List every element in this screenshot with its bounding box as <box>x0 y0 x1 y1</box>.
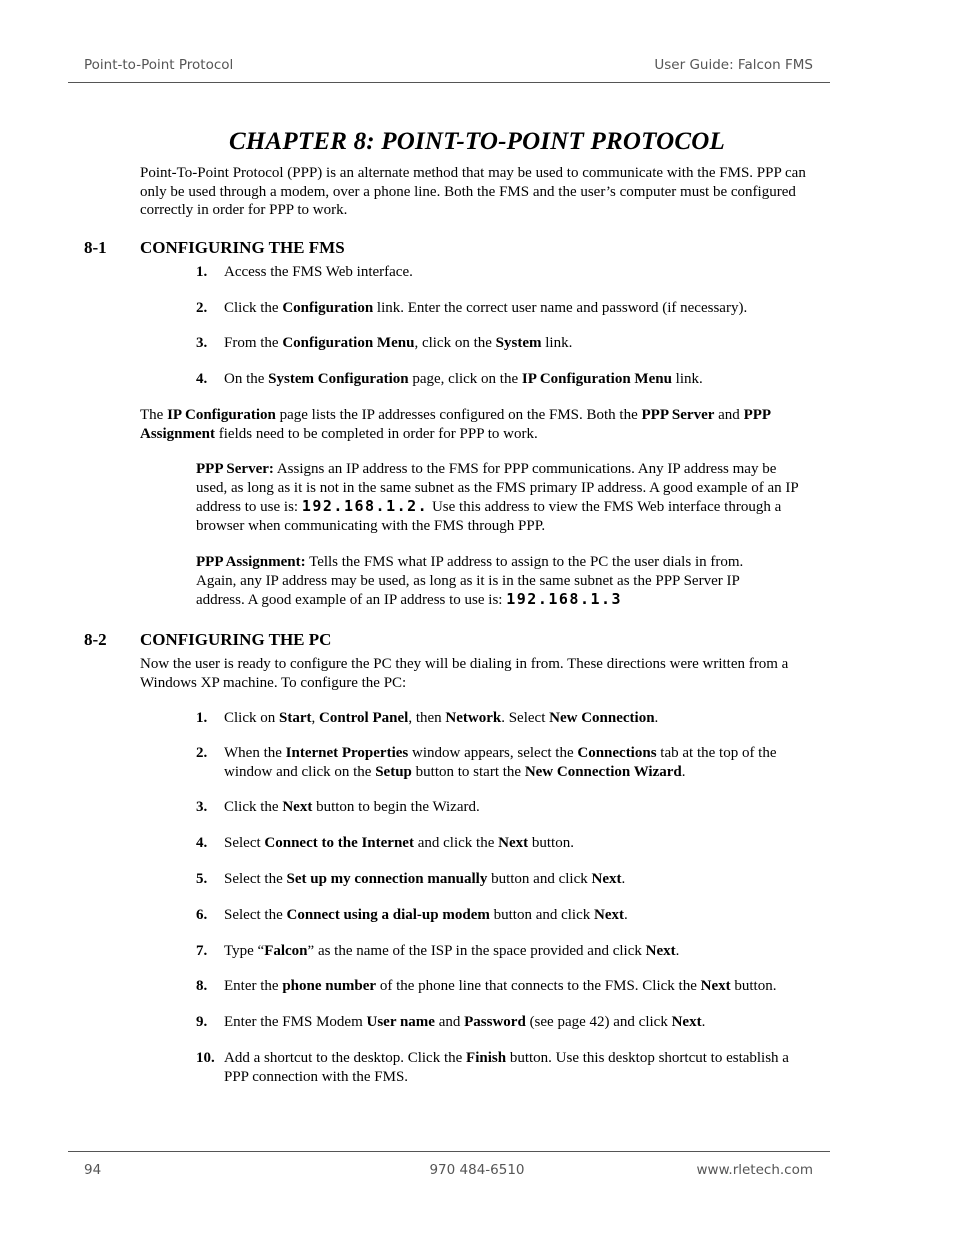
text-run: button to begin the Wizard. <box>312 799 480 815</box>
step-number: 1. <box>196 264 208 280</box>
text-run: Tells the FMS what IP address to assign to the PC the user dials in from. Again, any IP address may be used, as long as it is in the same subnet as the PPP Server IP address. A good example of an IP address to use is: <box>196 554 744 608</box>
step-number: 1. <box>196 710 208 726</box>
text-run: button to start the <box>411 763 525 780</box>
bold-term: Password <box>464 1014 526 1030</box>
step-number: 9. <box>196 1014 208 1030</box>
bold-term: Next <box>591 871 622 887</box>
text-run: , <box>311 710 319 726</box>
bold-term: Next <box>282 799 313 815</box>
step-number: 2. <box>196 300 208 316</box>
running-header-right: User Guide: Falcon FMS <box>654 57 813 73</box>
bold-term: Connect to the Internet <box>264 835 414 851</box>
text-run: link. <box>541 335 573 351</box>
text-run: . <box>701 1014 706 1030</box>
text-run: Select the <box>224 907 287 923</box>
text-run: Assigns an IP address to the FMS for PPP communications. Any IP address may be used, as long as it is not in the same subnet as the FMS primary IP address. A good example of an IP address to use is: <box>196 461 799 515</box>
step-text <box>224 1049 816 1086</box>
step-number: 5. <box>196 871 208 887</box>
step-text <box>224 977 816 996</box>
bold-term: Configuration <box>282 300 374 316</box>
bold-term: System <box>495 335 542 351</box>
section-title: CONFIGURING THE PC <box>140 630 332 649</box>
text-run: . <box>624 907 628 923</box>
text-run: On the <box>224 371 269 387</box>
text-run: . <box>681 763 686 780</box>
header-rule <box>68 82 830 83</box>
step-number: 6. <box>196 907 208 923</box>
bold-term: Next <box>498 835 529 851</box>
text-run: page, click on the <box>408 371 522 387</box>
bold-term: Set up my connection manually <box>286 871 488 887</box>
text-run: Click on <box>224 710 279 726</box>
step-text <box>224 709 816 728</box>
step-text <box>224 834 816 853</box>
ppp-server-paragraph <box>196 460 810 535</box>
text-run: Select the <box>224 871 287 887</box>
step-number: 3. <box>196 799 208 815</box>
text-run: The <box>140 407 168 423</box>
bold-term: Control Panel <box>319 710 409 726</box>
footer-phone: 970 484-6510 <box>429 1162 525 1178</box>
chapter-title: CHAPTER 8: POINT-TO-POINT PROTOCOL <box>229 128 725 155</box>
text-run: button and click <box>489 907 595 923</box>
section2-intro: Now the user is ready to configure the PC they will be dialing in from. These directions were written from a Windows XP machine. To configure the PC: <box>140 656 789 691</box>
text-run: button. Use this desktop shortcut to establish a PPP connection with the FMS. <box>224 1050 789 1085</box>
bold-term: Network <box>445 710 502 726</box>
text-run: button. <box>730 978 777 994</box>
bold-term: Connections <box>577 745 657 761</box>
bold-term: Connect using a dial-up modem <box>286 907 490 923</box>
text-run: , then <box>408 710 446 726</box>
step-number: 3. <box>196 335 208 351</box>
bold-term: New Connection Wizard <box>524 763 682 780</box>
bold-term: Start <box>279 710 312 726</box>
running-header-left: Point-to-Point Protocol <box>84 57 234 73</box>
bold-term: IP Configuration Menu <box>521 371 672 387</box>
ppp-assignment-paragraph <box>196 553 786 610</box>
step-number: 2. <box>196 745 208 761</box>
text-run: link. <box>671 371 703 387</box>
page-number: 94 <box>84 1162 102 1178</box>
intro-paragraph: Point-To-Point Protocol (PPP) is an alternate method that may be used to communicate with the FMS. PPP can only be used through a modem, over a phone line. Both the FMS and the user’s computer must be configured correctly in order for PPP to work. <box>140 165 806 218</box>
ip-address: 192.168.1.2. <box>301 497 429 515</box>
text-run: Select <box>224 835 265 851</box>
bold-term: phone number <box>282 978 377 994</box>
step-text <box>224 870 816 889</box>
step-number: 4. <box>196 371 208 387</box>
bold-term: PPP Assignment <box>140 407 771 442</box>
step-text <box>224 1013 816 1032</box>
bold-term: Next <box>645 943 676 959</box>
text-run: (see page 42) and click <box>525 1014 672 1030</box>
text-run: fields need to be completed in order for PPP to work. <box>215 425 538 442</box>
text-run: button. <box>528 835 574 851</box>
bold-term: PPP Server <box>641 407 715 423</box>
section-title: CONFIGURING THE FMS <box>140 238 345 257</box>
step-text <box>224 744 816 781</box>
step-text <box>224 370 816 389</box>
text-run: window appears, select the <box>408 745 578 761</box>
bold-term: Configuration Menu <box>282 335 415 351</box>
text-run: , click on the <box>414 335 496 351</box>
step-text <box>224 334 816 353</box>
text-run: tab at the top of the window and click on the <box>224 745 777 780</box>
text-run: and click the <box>413 835 499 851</box>
bold-term: PPP Server: <box>196 461 274 477</box>
text-run: When the <box>224 745 286 761</box>
text-run: Add a shortcut to the desktop. Click the <box>224 1050 467 1066</box>
bold-term: Internet Properties <box>285 745 409 761</box>
text-run: . <box>654 710 659 726</box>
bold-term: Next <box>594 907 625 923</box>
text-run: Enter the <box>224 978 283 994</box>
bold-term: Next <box>671 1014 702 1030</box>
bold-term: Falcon <box>264 943 308 959</box>
text-run: Access the FMS Web interface. <box>224 264 413 280</box>
step-text <box>224 263 816 282</box>
footer-rule <box>68 1151 830 1152</box>
step-text <box>224 299 816 318</box>
text-run: and <box>714 407 744 423</box>
step-number: 10. <box>196 1050 215 1066</box>
section-number: 8-1 <box>84 238 107 257</box>
text-run: Enter the FMS Modem <box>224 1014 367 1030</box>
bold-term: New Connection <box>549 710 655 726</box>
step-number: 7. <box>196 943 208 959</box>
step-text <box>224 942 816 961</box>
bold-term: Next <box>700 978 731 994</box>
bold-term: PPP Assignment: <box>196 554 306 570</box>
footer-website: www.rletech.com <box>696 1162 813 1178</box>
text-run: . <box>675 943 680 959</box>
text-run: Click the <box>224 300 283 316</box>
bold-term: System Configuration <box>268 371 409 387</box>
bold-term: Setup <box>375 763 412 780</box>
step-number: 4. <box>196 835 208 851</box>
text-run: . Select <box>501 710 550 726</box>
text-run: Type “ <box>224 943 265 959</box>
step-text <box>224 906 816 925</box>
step-number: 8. <box>196 978 208 994</box>
text-run: From the <box>224 335 283 351</box>
ip-address: 192.168.1.3 <box>506 590 623 608</box>
text-run: Use this address to view the FMS Web interface through a browser when communicating with the FMS through PPP. <box>196 499 782 534</box>
text-run: Click the <box>224 799 283 815</box>
text-run: button and click <box>487 871 592 887</box>
text-run: link. Enter the correct user name and password (if necessary). <box>373 300 748 316</box>
bold-term: Finish <box>466 1050 507 1066</box>
text-run: of the phone line that connects to the FMS. Click the <box>376 978 701 994</box>
bold-term: User name <box>366 1014 435 1030</box>
ip-configuration-paragraph <box>140 406 808 443</box>
step-text <box>224 798 816 817</box>
text-run: and <box>434 1014 465 1030</box>
text-run: page lists the IP addresses configured on the FMS. Both the <box>275 407 642 423</box>
bold-term: IP Configuration <box>167 407 276 423</box>
text-run: . <box>621 871 626 887</box>
text-run: ” as the name of the ISP in the space provided and click <box>307 943 646 959</box>
section-number: 8-2 <box>84 630 107 649</box>
